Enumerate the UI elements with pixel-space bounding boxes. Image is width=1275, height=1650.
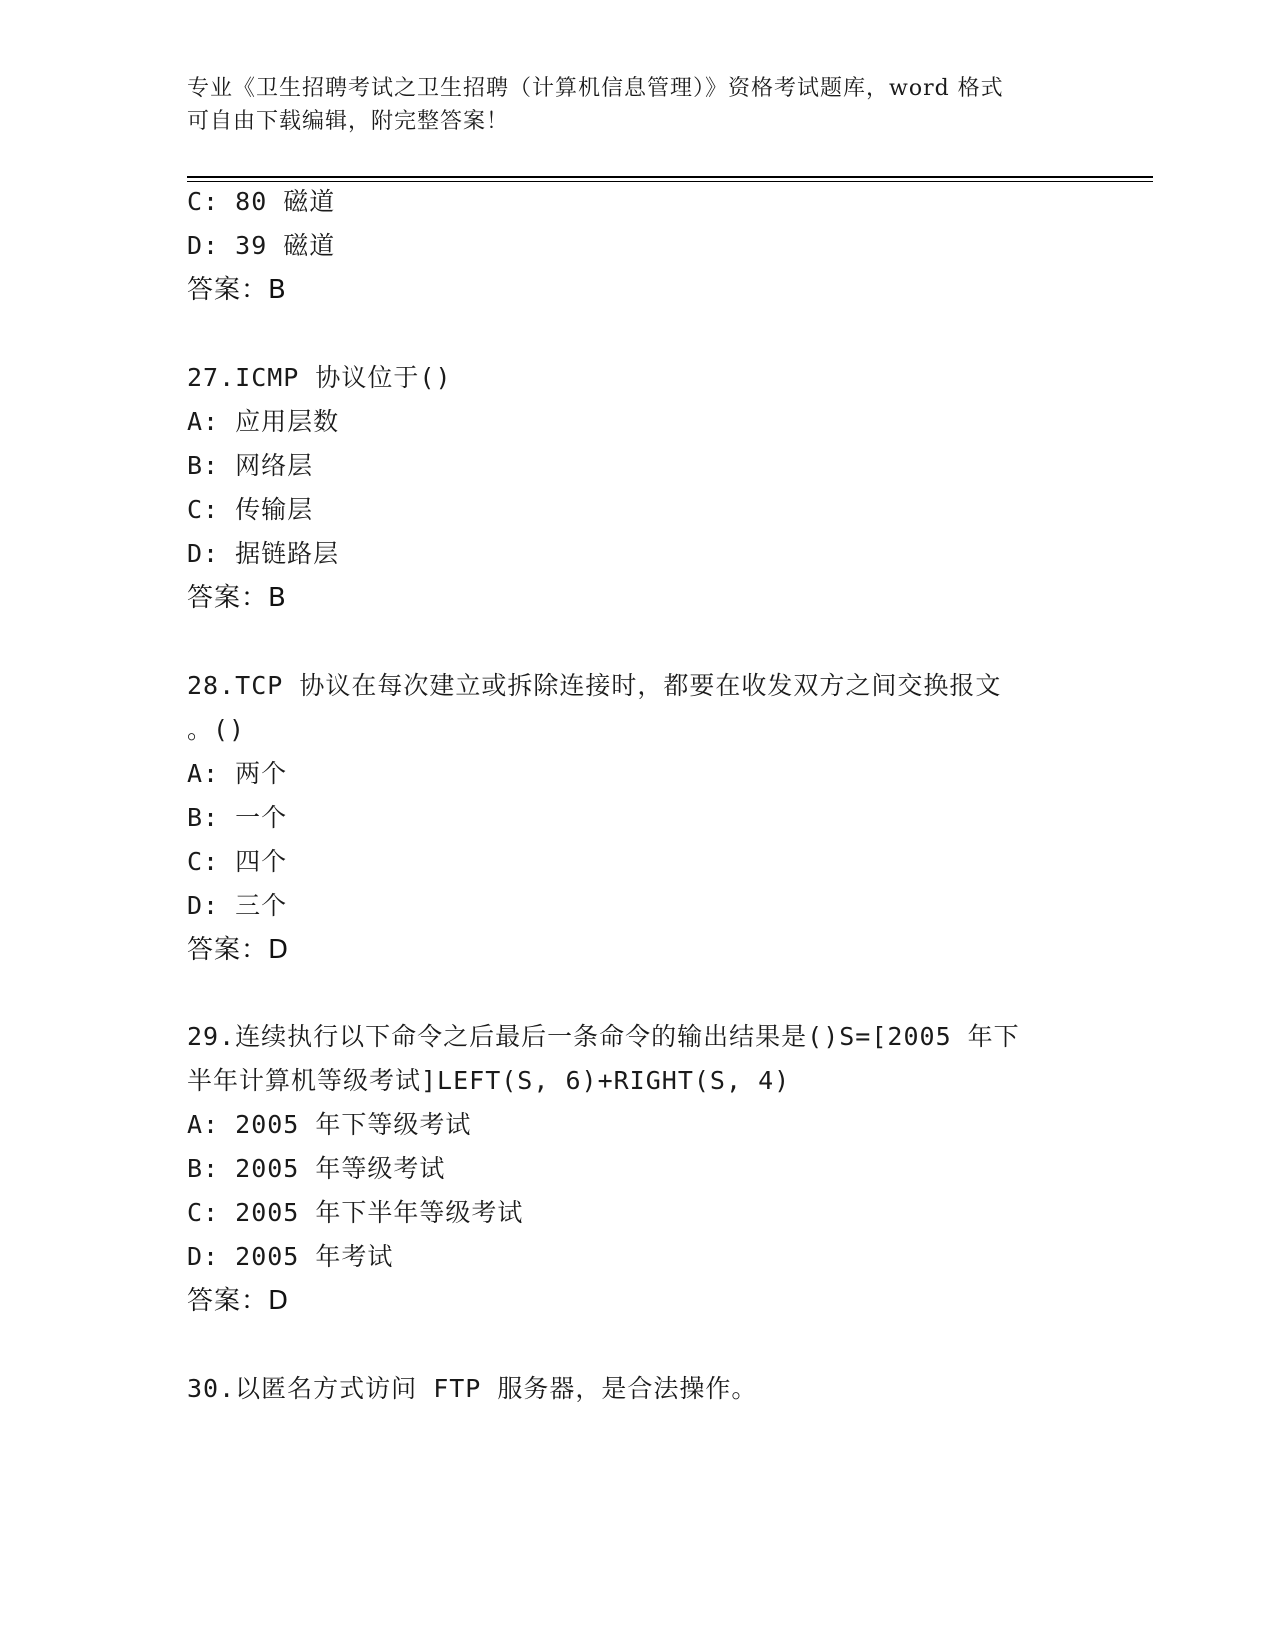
header-line-1: 专业《卫生招聘考试之卫生招聘（计算机信息管理）》资格考试题库，word 格式 [187,76,1004,101]
q29-option-d: D: 2005 年考试 [187,1242,394,1271]
prev-answer: 答案：B [187,275,287,305]
header-line-2: 可自由下载编辑，附完整答案！ [187,109,510,134]
q28-option-b: B: 一个 [187,803,288,832]
q29-option-b: B: 2005 年等级考试 [187,1154,446,1183]
q29-stem-line-2: 半年计算机等级考试]LEFT(S, 6)+RIGHT(S, 4) [187,1066,791,1095]
q28-option-c: C: 四个 [187,847,288,876]
q27-option-d: D: 据链路层 [187,539,340,568]
q29-option-a: A: 2005 年下等级考试 [187,1110,472,1139]
q29-stem-line-1: 29.连续执行以下命令之后最后一条命令的输出结果是()S=[2005 年下 [187,1022,1020,1051]
prev-option-c: C: 80 磁道 [187,187,336,216]
q28-stem-line-1: 28.TCP 协议在每次建立或拆除连接时，都要在收发双方之间交换报文 [187,671,1002,700]
q27-option-a: A: 应用层数 [187,407,340,436]
q27-stem: 27.ICMP 协议位于() [187,363,452,392]
q27-option-b: B: 网络层 [187,451,314,480]
header-divider-thick [187,176,1153,178]
document-header [187,72,1067,138]
prev-option-d: D: 39 磁道 [187,231,336,260]
q28-option-a: A: 两个 [187,759,288,788]
header-divider-thin [187,181,1153,182]
q27-option-c: C: 传输层 [187,495,314,524]
q29-option-c: C: 2005 年下半年等级考试 [187,1198,524,1227]
q27-answer: 答案：B [187,583,287,613]
q28-stem-line-2: 。() [187,715,246,744]
q29-answer: 答案：D [187,1286,290,1316]
q28-option-d: D: 三个 [187,891,288,920]
q30-stem: 30.以匿名方式访问 FTP 服务器，是合法操作。 [187,1374,758,1403]
q28-answer: 答案：D [187,935,290,965]
